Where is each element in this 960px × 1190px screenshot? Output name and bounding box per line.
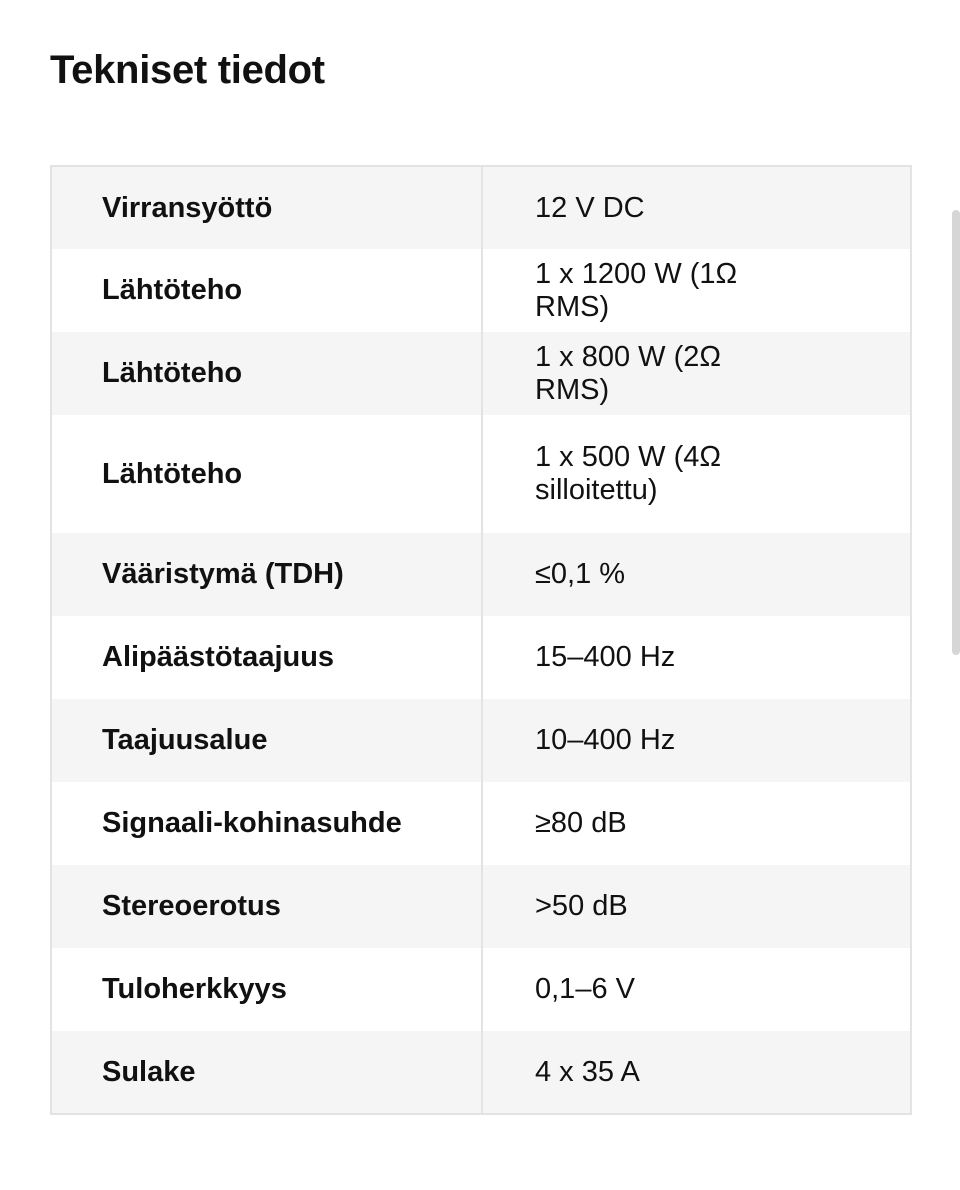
spec-label: Virransyöttö	[51, 166, 482, 249]
spec-value: 15–400 Hz	[535, 641, 676, 673]
table-row	[51, 249, 911, 332]
spec-value: ≥80 dB	[535, 807, 627, 839]
table-row	[51, 865, 911, 948]
spec-label: Stereoerotus	[51, 865, 482, 948]
spec-label: Sulake	[51, 1031, 482, 1114]
spec-value: 12 V DC	[535, 191, 645, 224]
spec-value: 1 x 1200 W (1Ω RMS)	[535, 257, 738, 323]
spec-value: 0,1–6 V	[535, 973, 635, 1005]
vertical-scrollbar[interactable]	[952, 210, 960, 655]
table-row	[51, 782, 911, 865]
spec-label: Lähtöteho	[51, 415, 482, 533]
spec-value: ≤0,1 %	[535, 558, 626, 590]
spec-label: Signaali-kohinasuhde	[51, 782, 482, 865]
table-row	[51, 616, 911, 699]
spec-value: 10–400 Hz	[535, 724, 676, 756]
spec-label: Vääristymä (TDH)	[51, 533, 482, 616]
spec-label: Tuloherkkyys	[51, 948, 482, 1031]
spec-value: 4 x 35 A	[535, 1055, 640, 1088]
spec-label: Lähtöteho	[51, 332, 482, 415]
table-row	[51, 166, 911, 249]
spec-table	[50, 165, 912, 1115]
table-row	[51, 699, 911, 782]
table-row	[51, 332, 911, 415]
table-row	[51, 1031, 911, 1114]
spec-value: 1 x 800 W (2Ω RMS)	[535, 340, 722, 406]
spec-label: Alipäästötaajuus	[51, 616, 482, 699]
spec-label: Taajuusalue	[51, 699, 482, 782]
table-row	[51, 533, 911, 616]
table-row	[51, 948, 911, 1031]
spec-value: >50 dB	[535, 890, 628, 922]
spec-value: 1 x 500 W (4Ω silloitettu)	[535, 441, 722, 506]
spec-label: Lähtöteho	[51, 249, 482, 332]
page-title: Tekniset tiedot	[50, 48, 325, 92]
table-row	[51, 415, 911, 533]
